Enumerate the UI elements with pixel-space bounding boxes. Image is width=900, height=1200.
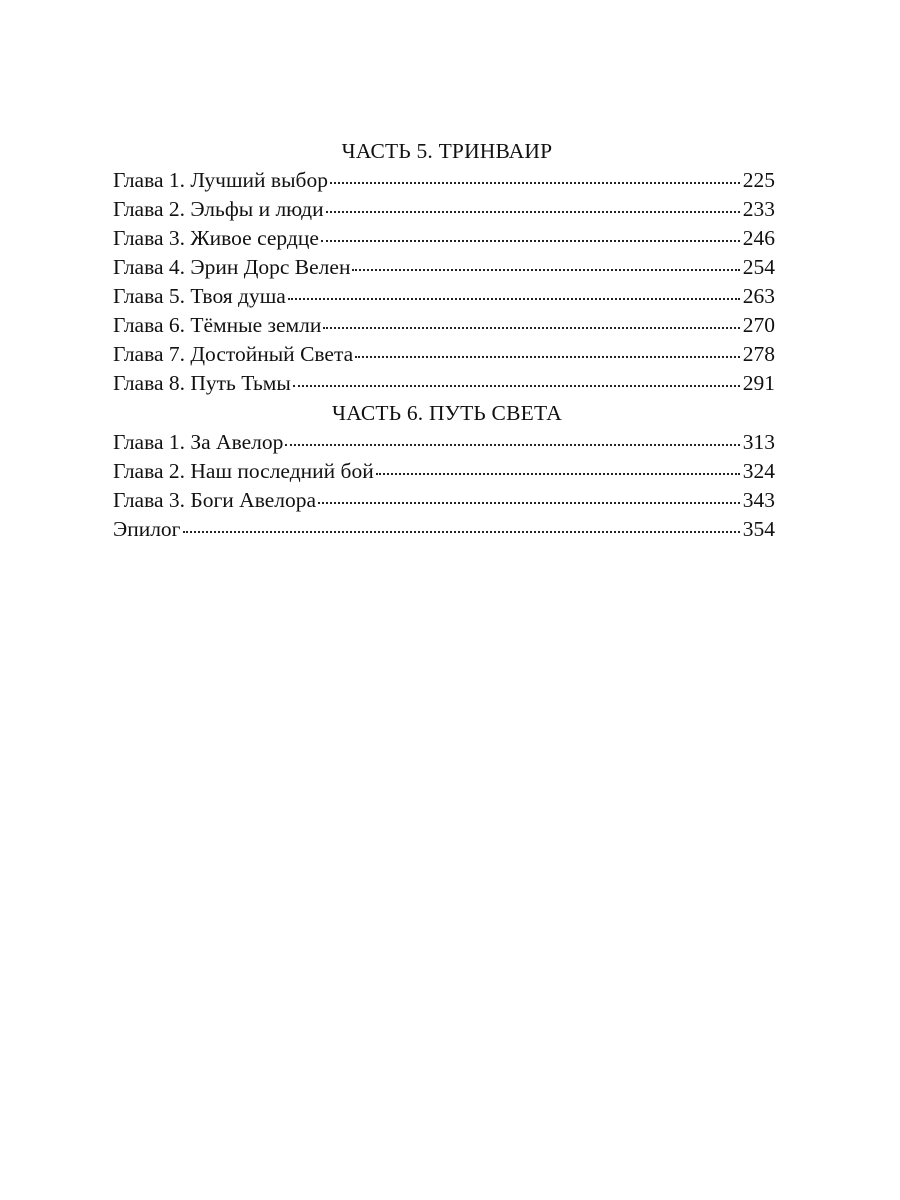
dot-leader — [321, 225, 740, 245]
dot-leader — [352, 254, 739, 274]
toc-entry — [113, 369, 775, 398]
entry-title: Глава 1. За Авелор — [113, 430, 284, 454]
dot-leader — [323, 312, 739, 332]
entry-page-number: 324 — [742, 459, 775, 483]
toc-entry — [113, 457, 775, 486]
entry-page-number: 291 — [742, 371, 775, 395]
entry-title: Глава 3. Боги Авелора — [113, 488, 317, 512]
entry-page-number: 233 — [742, 197, 775, 221]
toc-entry — [113, 166, 775, 195]
entry-title: Глава 8. Путь Тьмы — [113, 371, 291, 395]
toc-entry — [113, 224, 775, 253]
entry-page-number: 278 — [742, 342, 775, 366]
entry-title: Глава 3. Живое сердце — [113, 226, 319, 250]
part-heading: ЧАСТЬ 6. ПУТЬ СВЕТА — [332, 401, 562, 425]
dot-leader — [293, 370, 740, 390]
entry-title: Глава 7. Достойный Света — [113, 342, 354, 366]
entry-page-number: 246 — [742, 226, 775, 250]
toc-entry — [113, 428, 775, 457]
dot-leader — [330, 167, 740, 187]
entry-title: Глава 1. Лучший выбор — [113, 168, 328, 192]
toc-entry — [113, 282, 775, 311]
toc-entry — [113, 486, 775, 515]
entry-page-number: 343 — [742, 488, 775, 512]
entry-title: Эпилог — [113, 517, 181, 541]
dot-leader — [288, 283, 740, 303]
entry-title: Глава 6. Тёмные земли — [113, 313, 322, 337]
table-of-contents — [113, 136, 775, 544]
entry-page-number: 270 — [742, 313, 775, 337]
entry-page-number: 313 — [742, 430, 775, 454]
entry-page-number: 263 — [742, 284, 775, 308]
entry-title: Глава 4. Эрин Дорс Велен — [113, 255, 351, 279]
toc-entry — [113, 515, 775, 544]
toc-entry — [113, 253, 775, 282]
toc-entry — [113, 340, 775, 369]
dot-leader — [326, 196, 740, 216]
part-heading: ЧАСТЬ 5. ТРИНВАИР — [341, 139, 553, 163]
toc-entry — [113, 195, 775, 224]
entry-page-number: 254 — [742, 255, 775, 279]
entry-title: Глава 5. Твоя душа — [113, 284, 286, 308]
dot-leader — [285, 429, 739, 449]
entry-title: Глава 2. Наш последний бой — [113, 459, 374, 483]
entry-page-number: 354 — [742, 517, 775, 541]
entry-title: Глава 2. Эльфы и люди — [113, 197, 324, 221]
dot-leader — [318, 487, 740, 507]
dot-leader — [376, 458, 740, 478]
entry-page-number: 225 — [742, 168, 775, 192]
dot-leader — [355, 341, 740, 361]
toc-entry — [113, 311, 775, 340]
dot-leader — [183, 516, 740, 536]
